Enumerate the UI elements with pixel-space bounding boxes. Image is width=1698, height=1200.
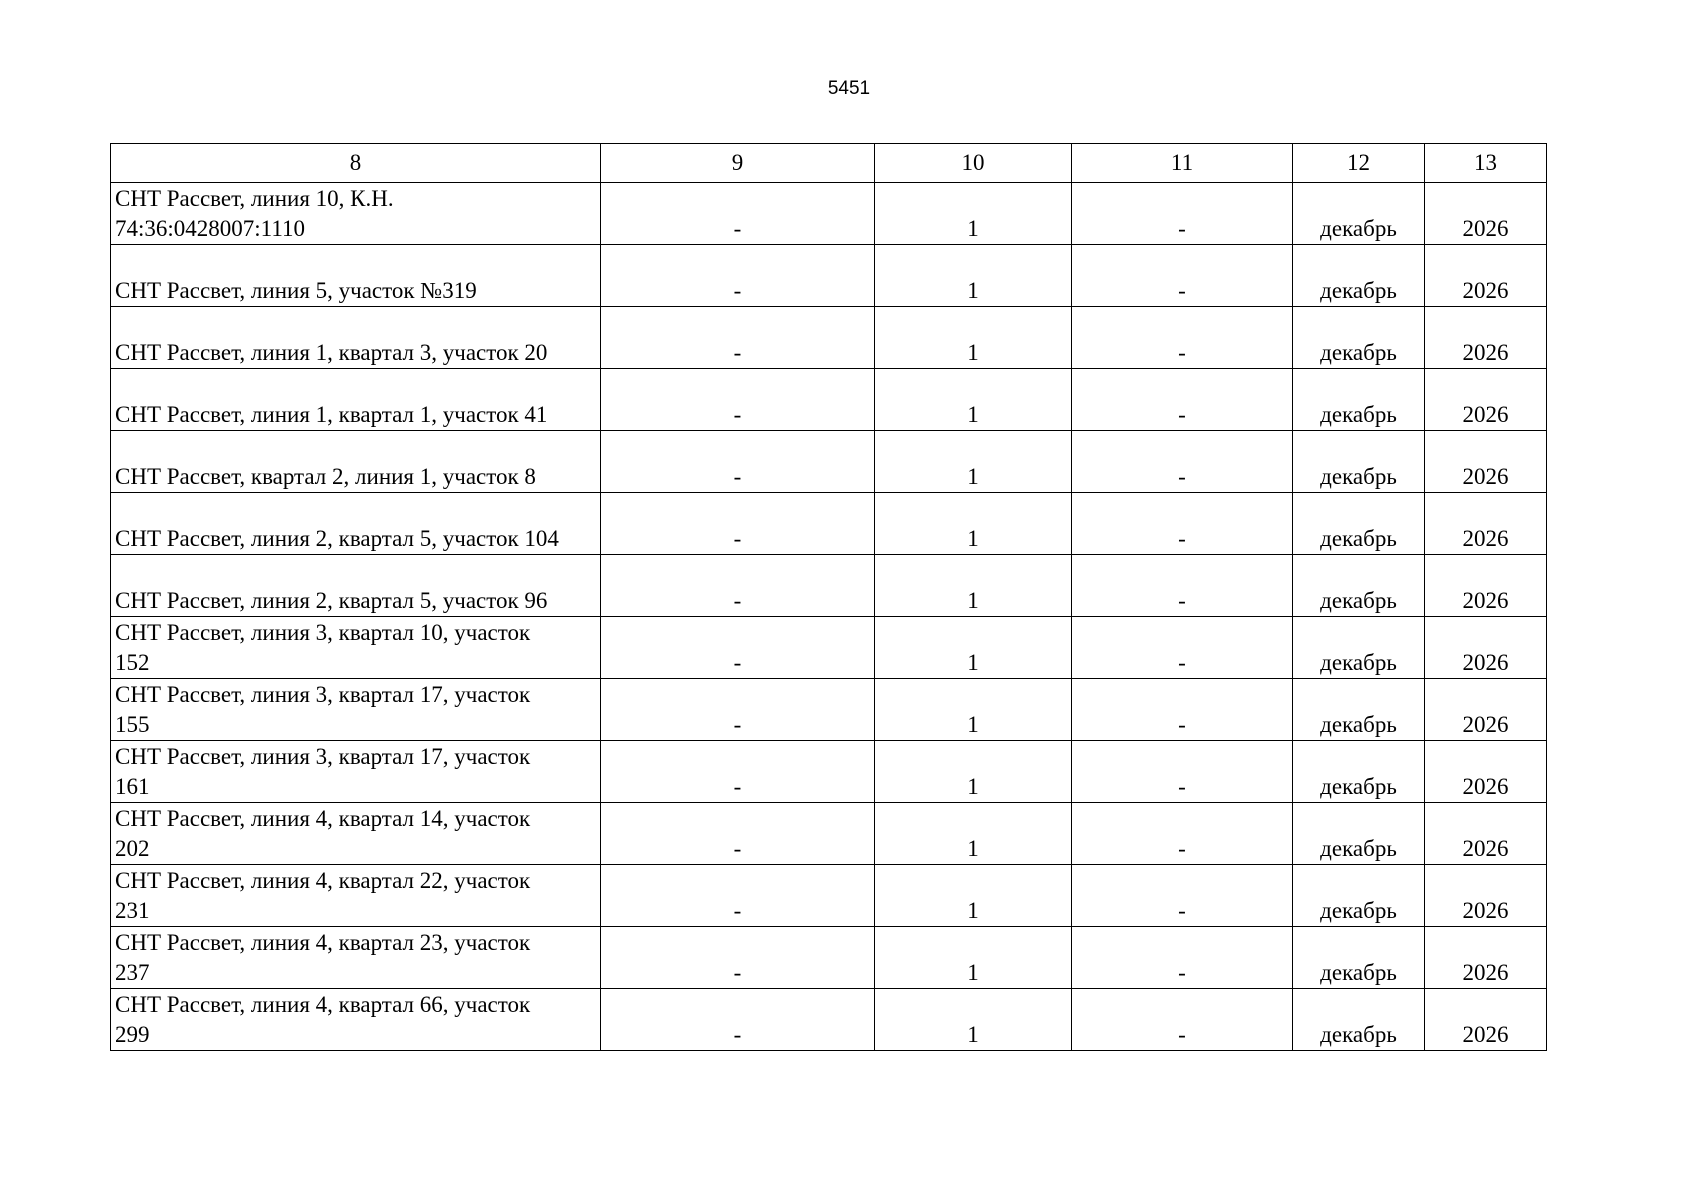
column-11-cell: - [1072, 679, 1293, 741]
column-9-cell: - [601, 989, 875, 1051]
table-row [111, 989, 1547, 1051]
month-cell: декабрь [1293, 245, 1425, 307]
table-row [111, 617, 1547, 679]
column-10-cell: 1 [875, 431, 1072, 493]
table-row [111, 307, 1547, 369]
month-cell: декабрь [1293, 741, 1425, 803]
column-10-cell: 1 [875, 183, 1072, 245]
month-cell: декабрь [1293, 989, 1425, 1051]
month-cell: декабрь [1293, 679, 1425, 741]
address-cell: СНТ Рассвет, линия 3, квартал 10, участок 152 [111, 617, 601, 679]
column-11-cell: - [1072, 307, 1293, 369]
column-header: 10 [875, 144, 1072, 183]
table-row [111, 803, 1547, 865]
column-10-cell: 1 [875, 369, 1072, 431]
column-9-cell: - [601, 865, 875, 927]
month-cell: декабрь [1293, 431, 1425, 493]
column-11-cell: - [1072, 369, 1293, 431]
month-cell: декабрь [1293, 183, 1425, 245]
table-row [111, 741, 1547, 803]
month-cell: декабрь [1293, 617, 1425, 679]
column-11-cell: - [1072, 927, 1293, 989]
year-cell: 2026 [1425, 989, 1547, 1051]
address-cell: СНТ Рассвет, квартал 2, линия 1, участок 8 [111, 431, 601, 493]
table-row [111, 865, 1547, 927]
column-header: 8 [111, 144, 601, 183]
address-cell: СНТ Рассвет, линия 2, квартал 5, участок 96 [111, 555, 601, 617]
address-cell: СНТ Рассвет, линия 4, квартал 23, участок 237 [111, 927, 601, 989]
column-9-cell: - [601, 307, 875, 369]
column-9-cell: - [601, 617, 875, 679]
column-header: 13 [1425, 144, 1547, 183]
year-cell: 2026 [1425, 369, 1547, 431]
data-table [110, 143, 1547, 1051]
column-9-cell: - [601, 803, 875, 865]
year-cell: 2026 [1425, 741, 1547, 803]
column-10-cell: 1 [875, 555, 1072, 617]
column-10-cell: 1 [875, 927, 1072, 989]
column-9-cell: - [601, 369, 875, 431]
month-cell: декабрь [1293, 927, 1425, 989]
year-cell: 2026 [1425, 803, 1547, 865]
column-10-cell: 1 [875, 803, 1072, 865]
table-row [111, 493, 1547, 555]
table-row [111, 369, 1547, 431]
column-11-cell: - [1072, 865, 1293, 927]
column-11-cell: - [1072, 617, 1293, 679]
column-11-cell: - [1072, 555, 1293, 617]
column-11-cell: - [1072, 741, 1293, 803]
year-cell: 2026 [1425, 865, 1547, 927]
page-number: 5451 [827, 78, 871, 99]
table-row [111, 431, 1547, 493]
column-10-cell: 1 [875, 989, 1072, 1051]
month-cell: декабрь [1293, 493, 1425, 555]
column-10-cell: 1 [875, 245, 1072, 307]
column-11-cell: - [1072, 989, 1293, 1051]
column-10-cell: 1 [875, 617, 1072, 679]
column-10-cell: 1 [875, 741, 1072, 803]
address-cell: СНТ Рассвет, линия 3, квартал 17, участок 161 [111, 741, 601, 803]
month-cell: декабрь [1293, 865, 1425, 927]
year-cell: 2026 [1425, 245, 1547, 307]
month-cell: декабрь [1293, 555, 1425, 617]
table-row [111, 679, 1547, 741]
column-11-cell: - [1072, 183, 1293, 245]
table-header-row [111, 144, 1547, 183]
address-cell: СНТ Рассвет, линия 2, квартал 5, участок 104 [111, 493, 601, 555]
column-header: 11 [1072, 144, 1293, 183]
month-cell: декабрь [1293, 803, 1425, 865]
column-9-cell: - [601, 183, 875, 245]
column-9-cell: - [601, 927, 875, 989]
address-cell: СНТ Рассвет, линия 4, квартал 14, участок 202 [111, 803, 601, 865]
column-11-cell: - [1072, 803, 1293, 865]
address-cell: СНТ Рассвет, линия 4, квартал 22, участок 231 [111, 865, 601, 927]
column-10-cell: 1 [875, 307, 1072, 369]
address-cell: СНТ Рассвет, линия 3, квартал 17, участок 155 [111, 679, 601, 741]
column-9-cell: - [601, 493, 875, 555]
address-cell: СНТ Рассвет, линия 10, К.Н. 74:36:0428007:1110 [111, 183, 601, 245]
address-cell: СНТ Рассвет, линия 4, квартал 66, участок 299 [111, 989, 601, 1051]
column-10-cell: 1 [875, 679, 1072, 741]
column-9-cell: - [601, 245, 875, 307]
table-body [111, 183, 1547, 1051]
year-cell: 2026 [1425, 307, 1547, 369]
column-9-cell: - [601, 431, 875, 493]
year-cell: 2026 [1425, 679, 1547, 741]
column-header: 9 [601, 144, 875, 183]
year-cell: 2026 [1425, 431, 1547, 493]
month-cell: декабрь [1293, 307, 1425, 369]
address-cell: СНТ Рассвет, линия 1, квартал 1, участок 41 [111, 369, 601, 431]
table-row [111, 245, 1547, 307]
column-11-cell: - [1072, 245, 1293, 307]
year-cell: 2026 [1425, 555, 1547, 617]
column-10-cell: 1 [875, 493, 1072, 555]
year-cell: 2026 [1425, 493, 1547, 555]
year-cell: 2026 [1425, 183, 1547, 245]
table-row [111, 927, 1547, 989]
column-11-cell: - [1072, 431, 1293, 493]
table-row [111, 183, 1547, 245]
column-9-cell: - [601, 555, 875, 617]
column-11-cell: - [1072, 493, 1293, 555]
column-9-cell: - [601, 679, 875, 741]
month-cell: декабрь [1293, 369, 1425, 431]
address-cell: СНТ Рассвет, линия 1, квартал 3, участок 20 [111, 307, 601, 369]
table-row [111, 555, 1547, 617]
column-header: 12 [1293, 144, 1425, 183]
column-10-cell: 1 [875, 865, 1072, 927]
address-cell: СНТ Рассвет, линия 5, участок №319 [111, 245, 601, 307]
column-9-cell: - [601, 741, 875, 803]
year-cell: 2026 [1425, 927, 1547, 989]
year-cell: 2026 [1425, 617, 1547, 679]
